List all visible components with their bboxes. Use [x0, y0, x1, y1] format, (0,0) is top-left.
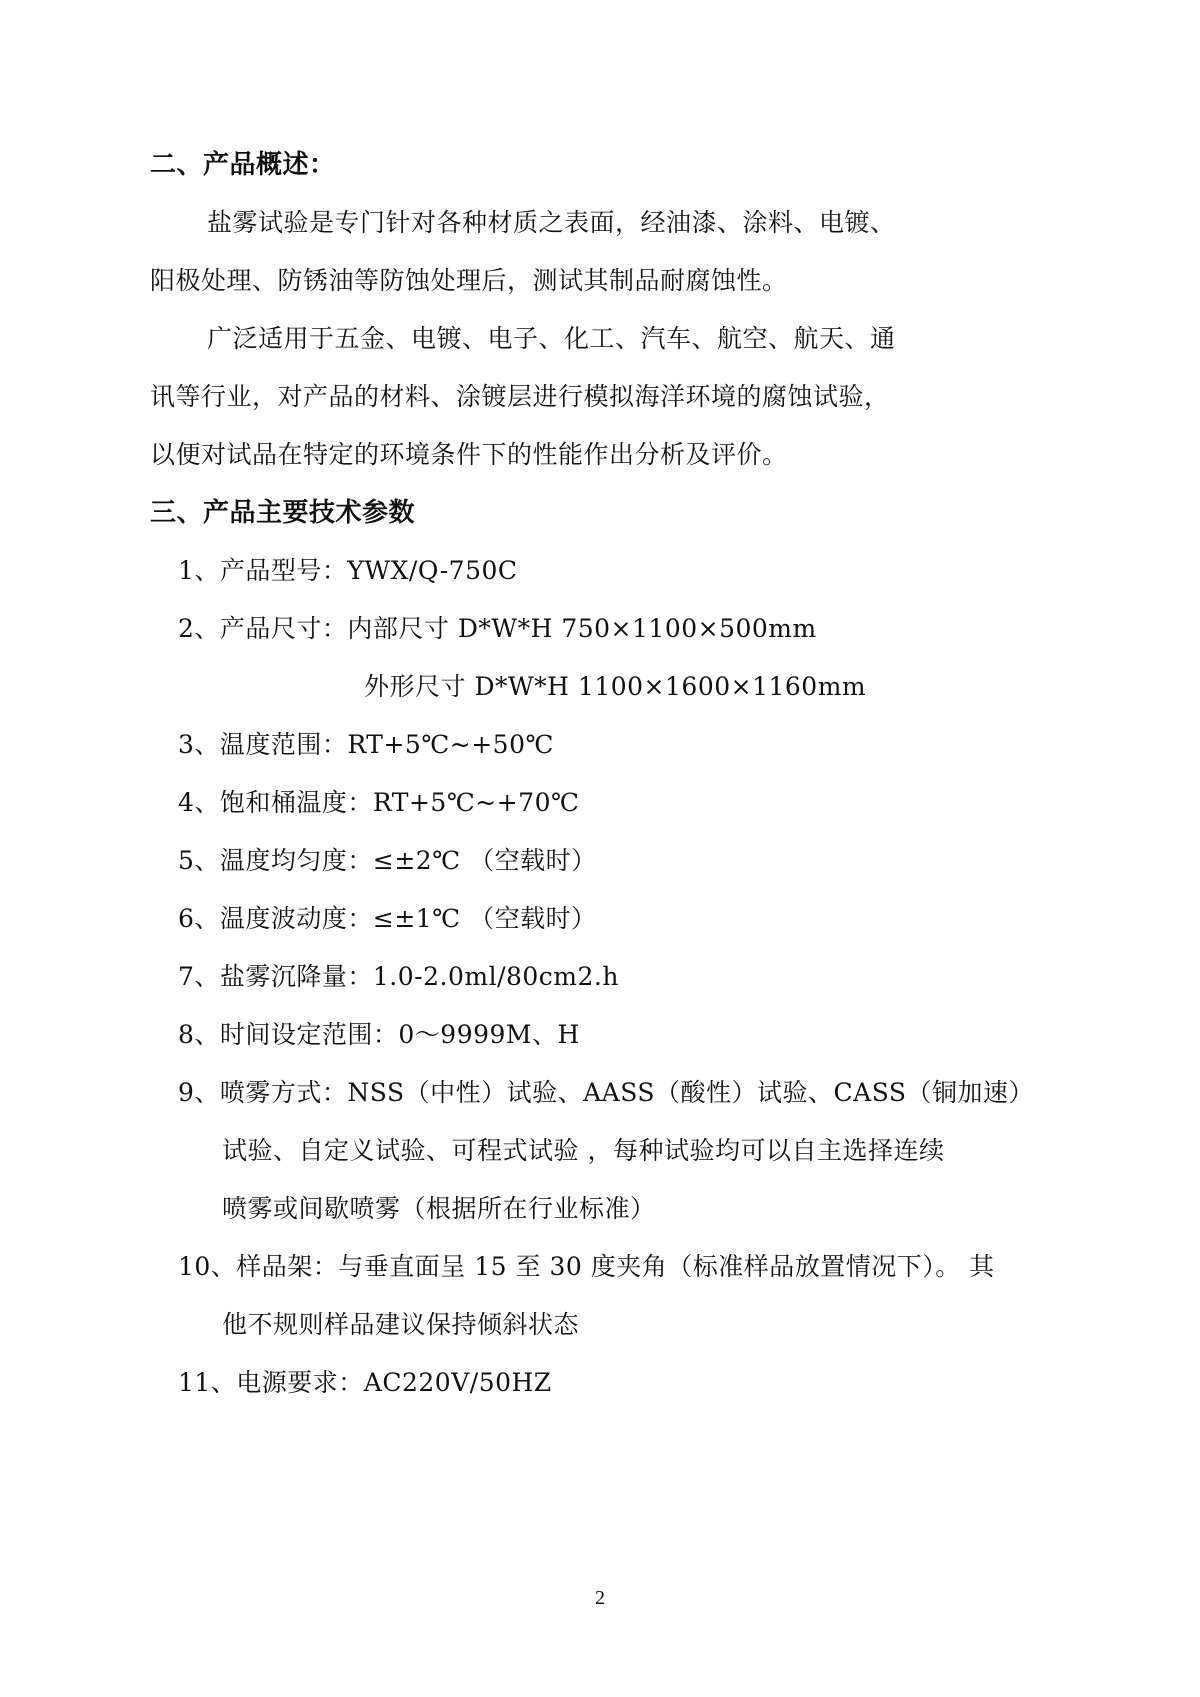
spec-item-temperature-range: 3、温度范围：RT+5℃~+50℃ — [178, 730, 554, 759]
spec-item-spray-mode-line-1: 9、喷雾方式：NSS（中性）试验、AASS（酸性）试验、CASS（铜加速） — [178, 1078, 1035, 1107]
spec-item-temperature-fluctuation: 6、温度波动度：≤±1℃ （空载时） — [178, 904, 597, 933]
spec-item-sample-rack-line-2: 他不规则样品建议保持倾斜状态 — [222, 1310, 580, 1339]
spec-item-spray-mode-line-2: 试验、自定义试验、可程式试验 ，每种试验均可以自主选择连续 — [222, 1136, 945, 1165]
spec-item-power-requirement: 11、电源要求：AC220V/50HZ — [178, 1368, 552, 1397]
overview-paragraph-2-line-1: 广泛适用于五金、电镀、电子、化工、汽车、航空、航天、通 — [207, 324, 896, 353]
spec-item-temperature-uniformity: 5、温度均匀度：≤±2℃ （空载时） — [178, 846, 597, 875]
overview-paragraph-1-line-2: 阳极处理、防锈油等防蚀处理后，测试其制品耐腐蚀性。 — [150, 266, 788, 295]
spec-item-model: 1、产品型号：YWX/Q-750C — [178, 556, 518, 585]
spec-item-time-setting-range: 8、时间设定范围：0～9999M、H — [178, 1020, 580, 1049]
spec-item-saturation-barrel-temperature: 4、饱和桶温度：RT+5℃~+70℃ — [178, 788, 580, 817]
spec-item-spray-mode-line-3: 喷雾或间歇喷雾（根据所在行业标准） — [222, 1194, 656, 1223]
overview-paragraph-1-line-1: 盐雾试验是专门针对各种材质之表面，经油漆、涂料、电镀、 — [207, 208, 896, 237]
page-number: 2 — [595, 1587, 605, 1609]
spec-item-sample-rack-line-1: 10、样品架：与垂直面呈 15 至 30 度夹角（标准样品放置情况下）。 其 — [178, 1252, 995, 1281]
section-3-heading: 三、产品主要技术参数 — [150, 498, 416, 528]
spec-item-dimensions-inner: 2、产品尺寸：内部尺寸 D*W*H 750×1100×500mm — [178, 614, 817, 643]
overview-paragraph-2-line-3: 以便对试品在特定的环境条件下的性能作出分析及评价。 — [150, 440, 788, 469]
overview-paragraph-2-line-2: 讯等行业，对产品的材料、涂镀层进行模拟海洋环境的腐蚀试验， — [150, 382, 890, 411]
spec-item-dimensions-outer: 外形尺寸 D*W*H 1100×1600×1160mm — [364, 672, 867, 701]
spec-item-salt-spray-settlement: 7、盐雾沉降量：1.0-2.0ml/80cm2.h — [178, 962, 619, 991]
section-2-heading: 二、产品概述： — [150, 150, 336, 180]
